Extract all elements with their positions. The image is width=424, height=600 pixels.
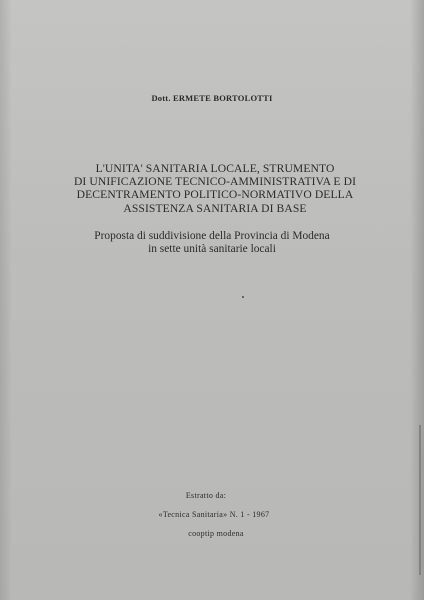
subtitle-line: Proposta di suddivisione della Provincia di Modena [94,230,330,242]
paper-speck [242,296,244,298]
title-line: L'UNITA' SANITARIA LOCALE, STRUMENTO [95,162,335,175]
author-name: Dott. ERMETE BORTOLOTTI [151,93,273,103]
document-title [50,162,380,215]
extract-label: Estratto da: [185,491,227,500]
journal-reference: «Tecnica Sanitaria» N. 1 - 1967 [158,510,270,519]
page-edge-mark [419,425,421,575]
subtitle-line: in sette unità sanitarie locali [148,242,276,255]
title-line: DECENTRAMENTO POLITICO-NORMATIVO DELLA [76,188,354,202]
printer-imprint: cooptip modena [188,529,244,538]
title-line: DI UNIFICAZIONE TECNICO-AMMINISTRATIVA E DI [73,175,357,189]
title-line: ASSISTENZA SANITARIA DI BASE [123,201,307,215]
document-subtitle [40,230,384,256]
